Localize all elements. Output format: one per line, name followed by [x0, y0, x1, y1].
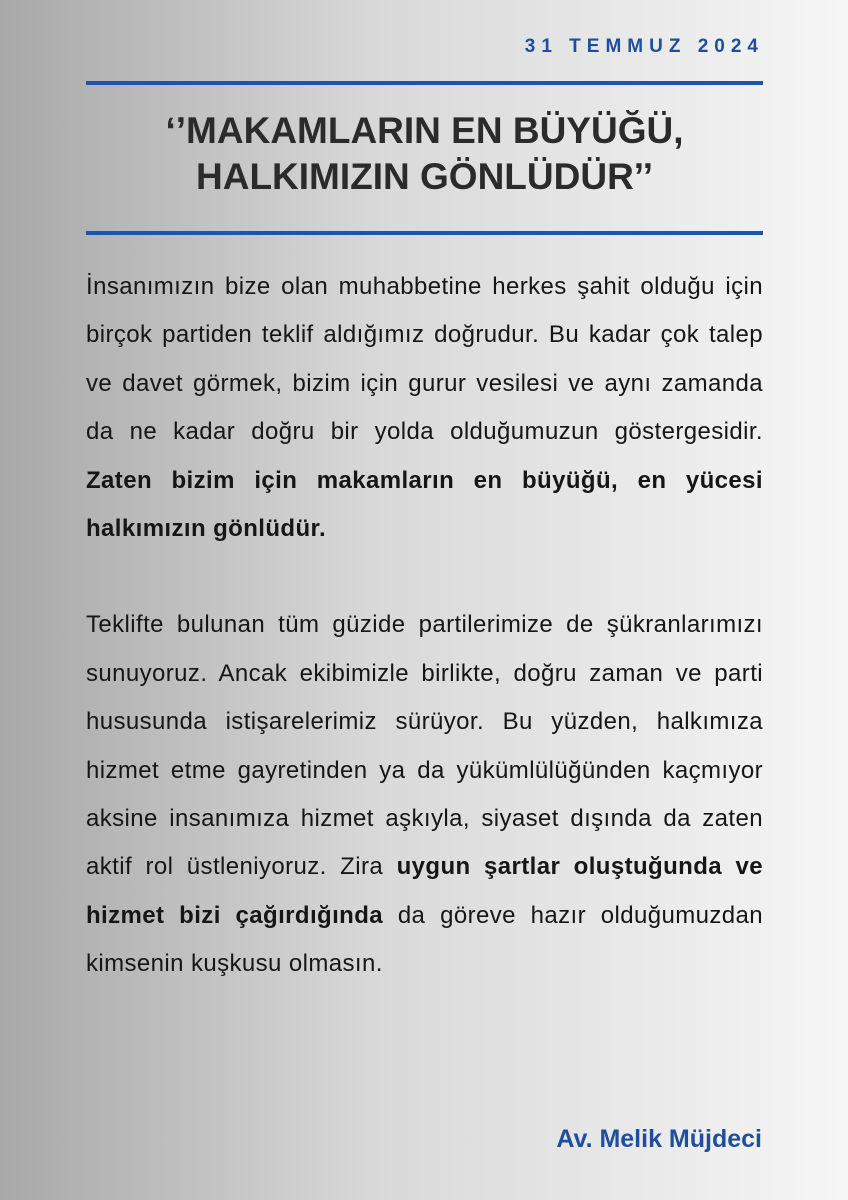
date-label: 31 TEMMUZ 2024 — [524, 36, 764, 57]
bottom-divider — [86, 231, 763, 235]
statement-body — [86, 263, 763, 989]
paragraph-2 — [86, 601, 763, 988]
title-line-1: ‘’MAKAMLARIN EN BÜYÜĞÜ, — [165, 110, 684, 151]
paragraph-2-text: Teklifte bulunan tüm güzide partilerimize de şükranlarımızı sunuyoruz. Ancak ekibimizle birlikte, doğru zaman ve parti hususunda istişarelerimiz sürüyor. Bu yüzden, halkımıza hizmet etme gayretinden ya da yükümlülüğünden kaçmıyor aksine insanımıza hizmet aşkıyla, siyaset dışında da zaten aktif rol üstleniyoruz. Zira — [86, 611, 763, 881]
signature: Av. Melik Müjdeci — [556, 1125, 762, 1153]
paragraph-1-bold: Zaten bizim için makamların en büyüğü, en yücesi halkımızın gönlüdür. — [86, 466, 763, 543]
paragraph-1 — [86, 263, 763, 553]
paragraph-2-text-end: da göreve hazır olduğumuzdan kimsenin kuşkusu olmasın. — [86, 901, 763, 978]
paragraph-2-bold: uygun şartlar oluştuğunda ve hizmet bizi çağırdığında — [86, 853, 763, 929]
title-line-2: HALKIMIZIN GÖNLÜDÜR’’ — [196, 156, 653, 197]
paragraph-1-text: İnsanımızın bize olan muhabbetine herkes şahit olduğu için birçok partiden teklif aldığımız doğrudur. Bu kadar çok talep ve davet görmek, bizim için gurur vesilesi ve aynı zamanda da ne kadar doğru bir yolda olduğumuzun göstergesidir. — [86, 273, 763, 446]
page-title — [86, 108, 763, 200]
top-divider — [86, 81, 763, 85]
